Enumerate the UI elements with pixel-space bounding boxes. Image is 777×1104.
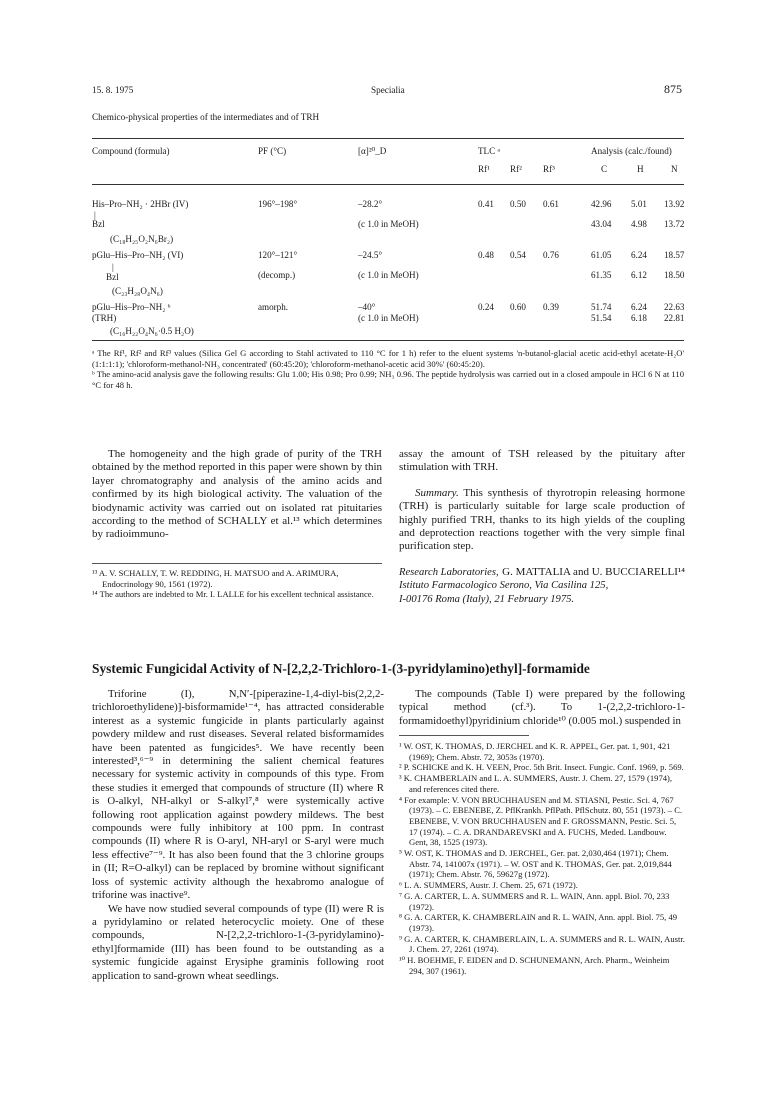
ref-10: ¹⁰ H. BOEHME, F. EIDEN and D. SCHUNEMANN, Arch. Pharm., Weinheim 294, 307 (1961). — [399, 955, 670, 976]
row1-compound: His–Pro–NH₂ · 2HBr (IV) — [92, 199, 189, 209]
row1-calc-h: 5.01 — [631, 199, 647, 209]
th-analysis: Analysis (calc./found) — [591, 146, 672, 156]
homogeneity-paragraph: The homogeneity and the high grade of purity of the TRH obtained by the method reported in this paper were shown by thin layer chromatography and analysis of the amino acids and confirmed by its high biological activity. The valuation of the biodynamic activity was carried out on isolated rat pituitaries according to the method of SCHALLY et al.¹³ which determines by radioimmuno- — [92, 448, 382, 541]
row3-formula: (C₁₆H₂₂O₄N₆·0.5 H₂O) — [110, 326, 194, 336]
row1-bond: | — [94, 210, 96, 220]
article1-left-paragraph — [92, 448, 382, 542]
ref-4: ⁴ For example: V. VON BRUCHHAUSEN and M. STIASNI, Pestic. Sci. 4, 767 (1973). – C. EBENEBE, Z. PflKrankh. PflPath. PflSchutz. 80, 551 (1973). – C. EBENEBE, V. VON BRUCHHAUSEN and F. GROSSMANN, Pestic. Sci. 5, 17 (1974). – C. A. DRANDAREVSKI and A. FUCHS, Meded. Landbouw. Gent, 38, 1525 (1973). — [399, 794, 683, 848]
th-h: H — [637, 164, 644, 174]
row2-sub: Bzl — [106, 272, 119, 282]
table-top-rule — [92, 138, 684, 139]
row1-found-h: 4.98 — [631, 219, 647, 229]
article2-left-column — [92, 688, 384, 983]
row2-compound: pGlu–His–Pro–NH₂ (VI) — [92, 250, 184, 260]
preparation-paragraph: The compounds (Table I) were prepared by the following typical method (cf.³). To 1-(2,2,2-trichloro-1-formamidoethyl)pyridinium chloride¹⁰ (0.005 mol.) suspended in — [399, 688, 685, 727]
row1-calc-c: 42.96 — [591, 199, 612, 209]
ref-7: ⁷ G. A. CARTER, L. A. SUMMERS and R. L. WAIN, Ann. appl. Biol. 70, 233 (1972). — [399, 890, 670, 912]
row1-pf: 196°–198° — [258, 199, 298, 209]
ref-14: ¹⁴ The authors are indebted to Mr. I. LALLE for his excellent technical assistance. — [92, 589, 374, 600]
row1-rotation-cond: (c 1.0 in MeOH) — [358, 219, 419, 229]
row2-found-h: 6.12 — [631, 270, 647, 280]
row2-pf: 120°–121° — [258, 250, 298, 260]
article2-references — [399, 741, 685, 976]
row3-compound: pGlu–His–Pro–NH₂ ᵇ — [92, 302, 171, 312]
th-c: C — [601, 164, 608, 174]
row2-calc-h: 6.24 — [631, 250, 647, 260]
th-rf1: Rf¹ — [478, 164, 490, 174]
row3-calc-h: 6.24 — [631, 302, 647, 312]
table-header-rule — [92, 184, 684, 185]
row1-sub: Bzl — [92, 219, 105, 229]
ref-1: ¹ W. OST, K. THOMAS, D. JERCHEL and K. R. APPEL, Ger. pat. 1, 901, 421 (1969); Chem. Abstr. 72, 3053s (1970). — [399, 741, 671, 762]
article1-footnote-rule — [92, 563, 382, 564]
row2-found-c: 61.35 — [591, 270, 612, 280]
article2-footnote-rule — [399, 735, 529, 736]
row3-calc-c: 51.74 — [591, 302, 612, 312]
th-compound: Compound (formula) — [92, 146, 170, 156]
article1-authors: G. MATTALIA and U. BUCCIARELLI¹⁴ — [502, 565, 685, 578]
row2-bond: | — [112, 262, 114, 272]
th-rf2: Rf² — [510, 164, 522, 174]
article1-right-column — [399, 448, 685, 579]
article1-footnotes — [92, 568, 382, 600]
row3-rotation: –40° — [358, 302, 376, 312]
row3-found-h: 6.18 — [631, 313, 647, 323]
th-n: N — [671, 164, 678, 174]
th-rf3: Rf³ — [543, 164, 555, 174]
row3-pf: amorph. — [258, 302, 289, 312]
row2-found-n: 18.50 — [664, 270, 685, 280]
row3-found-n: 22.81 — [664, 313, 685, 323]
row3-rf1: 0.24 — [478, 302, 494, 312]
triforine-paragraph: Triforine (I), N,N′-[piperazine-1,4-diyl-bis(2,2,2-trichloroethylidene)]-bisformamide¹⁻⁴, has attracted considerable interest as a systemic fungicide in plants particularly against powdery mildew and rust diseases. Several related bisformamides have been patented as fungicides⁵. We have recently been interested³,⁶⁻⁹ in determining the salient chemical features necessary for systemic activity in compounds of this type. From these studies it emerged that compounds of structure (II) where R is O-alkyl, NH-alkyl or S-alkyl⁷,⁸ were systemically active following root application against powdery mildews. The best compounds were fully inhibitory at 100 ppm. In contrast compounds (II) where R is O-aryl, NH-aryl or S-aryl were much less effective⁷⁻⁹. It has also been found that the 3 chlorine groups in (II; R=O-alkyl) can be replaced by bromine without significant loss of systemic activity although the hexabromo analogue of triforine was inactive⁹. — [92, 688, 384, 902]
ref-5: ⁵ W. OST, K. THOMAS and D. JERCHEL, Ger. pat. 2,030,464 (1971); Chem. Abstr. 74, 141007x (1971). – W. OST and K. THOMAS, Ger. pat. 2,019,844 (1971); Chem. Abstr. 76, 59627g (1972). — [399, 848, 672, 880]
table-footnote-a: ᵃ The Rf¹, Rf² and Rf³ values (Silica Gel G according to Stahl activated to 110 °C for 1 h) refer to the eluent systems 'n-butanol-glacial acetic acid-ethyl acetate-H₂O' (1:1:1:1); 'chloroform-methanol-NH₃ concentrated' (60:45:20); 'chloroform-methanol-acetic acid 30%' (60:45:20). — [92, 348, 684, 369]
ref-8: ⁸ G. A. CARTER, K. CHAMBERLAIN and R. L. WAIN, Ann. appl. Biol. 75, 49 (1973). — [399, 912, 678, 933]
header-page-number: 875 — [664, 82, 682, 96]
row1-formula: (C₁₈H₂₅O₂N₆Br₂) — [110, 234, 174, 244]
ref-13: ¹³ A. V. SCHALLY, T. W. REDDING, H. MATSUO and A. ARIMURA, Endocrinology 90, 1561 (1972). — [92, 568, 339, 589]
tsh-paragraph-end: assay the amount of TSH released by the pituitary after stimulation with TRH. — [399, 448, 685, 474]
row2-calc-c: 61.05 — [591, 250, 612, 260]
row2-rotation: –24.5° — [358, 250, 383, 260]
ref-9: ⁹ G. A. CARTER, K. CHAMBERLAIN, L. A. SUMMERS and R. L. WAIN, Austr. J. Chem. 27, 2261 (1974). — [399, 933, 685, 955]
th-pf: PF (°C) — [258, 146, 287, 156]
row3-sub: (TRH) — [92, 313, 117, 323]
ref-6: ⁶ L. A. SUMMERS, Austr. J. Chem. 25, 671 (1972). — [399, 880, 578, 891]
row1-found-c: 43.04 — [591, 219, 612, 229]
row1-found-n: 13.72 — [664, 219, 685, 229]
summary-paragraph — [399, 487, 685, 554]
header-section: Specialia — [371, 85, 405, 95]
row1-calc-n: 13.92 — [664, 199, 685, 209]
th-tlc: TLC ᵃ — [478, 146, 500, 156]
row3-rf3: 0.39 — [543, 302, 559, 312]
affiliation-line-2: Istituto Farmacologico Serono, Via Casilina 125, — [399, 580, 609, 592]
row1-rf1: 0.41 — [478, 199, 494, 209]
table-caption: Chemico-physical properties of the intermediates and of TRH — [92, 112, 320, 122]
pyridylamino-paragraph: We have now studied several compounds of type (II) were R is a pyridylamino or related heterocyclic moiety. One of these compounds, N-[2,2,2-trichloro-1-(3-pyridylamino)-ethyl]formamide (III) has been found to be outstanding as a systemic fungicide against Erysiphe graminis following root application to sand-grown wheat seedlings. — [92, 902, 384, 982]
row2-rf2: 0.54 — [510, 250, 526, 260]
article1-affiliation — [399, 566, 689, 606]
row3-calc-n: 22.63 — [664, 302, 685, 312]
ref-3: ³ K. CHAMBERLAIN and L. A. SUMMERS, Austr. J. Chem. 27, 1579 (1974), and references cited there. — [399, 773, 673, 794]
row1-rf2: 0.50 — [510, 199, 526, 209]
row2-calc-n: 18.57 — [664, 250, 685, 260]
ref-2: ² P. SCHICKE and K. H. VEEN, Proc. 5th Brit. Insect. Fungic. Conf. 1969, p. 569. — [399, 762, 684, 773]
row1-rotation: –28.2° — [358, 199, 383, 209]
table-footnote-b: ᵇ The amino-acid analysis gave the following results: Glu 1.00; His 0.98; Pro 0.99; NH₃ 0.96. The peptide hydrolysis was carried out in a closed ampoule in HCl 6 N at 110 °C for 48 h. — [92, 369, 684, 391]
affiliation-line-3: I-00176 Roma (Italy), 21 February 1975. — [399, 593, 575, 605]
row2-rf1: 0.48 — [478, 250, 494, 260]
row2-formula: (C₂₃H₂₈O₄N₆) — [112, 286, 163, 296]
article2-right-column — [399, 688, 685, 728]
summary-label: Summary. — [415, 486, 459, 499]
row3-rf2: 0.60 — [510, 302, 526, 312]
th-rotation: [α]²⁰_D — [358, 146, 387, 156]
table-footnotes — [92, 348, 684, 391]
row2-rf3: 0.76 — [543, 250, 559, 260]
header-date: 15. 8. 1975 — [92, 85, 134, 95]
affiliation-line-1: Research Laboratories, — [399, 567, 499, 578]
summary-text: This synthesis of thyrotropin releasing hormone (TRH) is particularly suitable for large scale production of highly purified TRH, thanks to its high yields of the coupling and deprotection reactions together with the very simple final purification step. — [399, 486, 685, 553]
row1-rf3: 0.61 — [543, 199, 559, 209]
table-bottom-rule — [92, 340, 684, 341]
row2-pf-note: (decomp.) — [258, 270, 296, 280]
row2-rotation-cond: (c 1.0 in MeOH) — [358, 270, 419, 280]
article2-title: Systemic Fungicidal Activity of N-[2,2,2-Trichloro-1-(3-pyridylamino)ethyl]-formamide — [92, 661, 590, 676]
row3-rotation-cond: (c 1.0 in MeOH) — [358, 313, 419, 323]
row3-found-c: 51.54 — [591, 313, 612, 323]
